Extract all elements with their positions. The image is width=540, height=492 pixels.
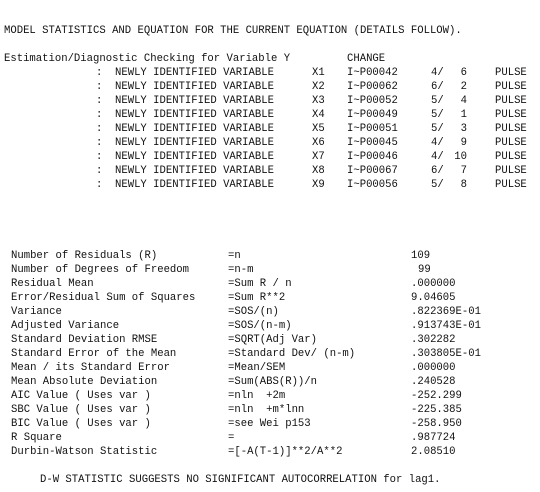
variable-code: I~P00052 bbox=[347, 95, 398, 107]
statistic-value: .302282 bbox=[411, 334, 456, 346]
row-colon: : bbox=[96, 123, 103, 135]
period-day: 9 bbox=[460, 137, 467, 149]
statistic-formula: =[-A(T-1)]**2/A**2 bbox=[228, 446, 343, 458]
statistic-label: Number of Degrees of Freedom bbox=[11, 264, 190, 276]
variable-type: PULSE bbox=[495, 179, 527, 191]
statistic-formula: =Standard Dev/ (n-m) bbox=[228, 348, 356, 360]
variable-name: X4 bbox=[312, 109, 325, 121]
period-day: 10 bbox=[454, 151, 467, 163]
statistic-formula: =see Wei p153 bbox=[228, 418, 311, 430]
statistic-label: Standard Error of the Mean bbox=[11, 348, 177, 360]
period-day: 4 bbox=[460, 95, 467, 107]
statistic-label: Mean Absolute Deviation bbox=[11, 376, 158, 388]
variable-type: PULSE bbox=[495, 95, 527, 107]
statistic-formula: =nln +2m bbox=[228, 390, 286, 402]
variable-name: X6 bbox=[312, 137, 325, 149]
statistic-value: 9.04605 bbox=[411, 292, 456, 304]
row-colon: : bbox=[96, 179, 103, 191]
statistic-value: .987724 bbox=[411, 432, 456, 444]
statistic-formula: = bbox=[228, 432, 235, 444]
row-colon: : bbox=[96, 151, 103, 163]
variable-name: X1 bbox=[312, 67, 325, 79]
statistic-label: Standard Deviation RMSE bbox=[11, 334, 158, 346]
statistic-label: AIC Value ( Uses var ) bbox=[11, 390, 151, 402]
variable-name: X5 bbox=[312, 123, 325, 135]
variable-code: I~P00062 bbox=[347, 81, 398, 93]
period-day: 7 bbox=[460, 165, 467, 177]
durbin-watson-note: D-W STATISTIC SUGGESTS NO SIGNIFICANT AUTOCORRELATION for lag1. bbox=[40, 474, 441, 486]
variable-name: X7 bbox=[312, 151, 325, 163]
period-month: 5/ bbox=[431, 109, 444, 121]
variable-type: PULSE bbox=[495, 151, 527, 163]
statistic-value: .000000 bbox=[411, 362, 456, 374]
variable-code: I~P00067 bbox=[347, 165, 398, 177]
statistic-formula: =Mean/SEM bbox=[228, 362, 286, 374]
variable-description: NEWLY IDENTIFIED VARIABLE bbox=[115, 123, 274, 135]
report-title: MODEL STATISTICS AND EQUATION FOR THE CURRENT EQUATION (DETAILS FOLLOW). bbox=[4, 25, 462, 37]
row-colon: : bbox=[96, 165, 103, 177]
variable-type: PULSE bbox=[495, 67, 527, 79]
variables-heading: Estimation/Diagnostic Checking for Variable Y bbox=[4, 53, 291, 65]
variable-type: PULSE bbox=[495, 123, 527, 135]
period-month: 4/ bbox=[431, 151, 444, 163]
statistic-formula: =Sum R**2 bbox=[228, 292, 286, 304]
row-colon: : bbox=[96, 81, 103, 93]
statistic-label: Durbin-Watson Statistic bbox=[11, 446, 158, 458]
variable-description: NEWLY IDENTIFIED VARIABLE bbox=[115, 151, 274, 163]
variable-code: I~P00045 bbox=[347, 137, 398, 149]
statistic-formula: =n-m bbox=[228, 264, 254, 276]
variable-type: PULSE bbox=[495, 109, 527, 121]
statistic-value: 109 bbox=[411, 250, 431, 262]
variable-code: I~P00046 bbox=[347, 151, 398, 163]
statistic-label: Number of Residuals (R) bbox=[11, 250, 158, 262]
statistic-value: .822369E-01 bbox=[411, 306, 481, 318]
variable-description: NEWLY IDENTIFIED VARIABLE bbox=[115, 95, 274, 107]
variable-type: PULSE bbox=[495, 165, 527, 177]
statistic-value: .303805E-01 bbox=[411, 348, 481, 360]
statistic-formula: =nln +m*lnn bbox=[228, 404, 305, 416]
variable-code: I~P00042 bbox=[347, 67, 398, 79]
variable-type: PULSE bbox=[495, 137, 527, 149]
variable-description: NEWLY IDENTIFIED VARIABLE bbox=[115, 81, 274, 93]
change-heading: CHANGE bbox=[347, 53, 386, 65]
variable-description: NEWLY IDENTIFIED VARIABLE bbox=[115, 109, 274, 121]
period-day: 6 bbox=[460, 67, 467, 79]
statistic-formula: =Sum R / n bbox=[228, 278, 292, 290]
statistic-formula: =SOS/(n) bbox=[228, 306, 279, 318]
statistic-label: Residual Mean bbox=[11, 278, 94, 290]
period-month: 6/ bbox=[431, 165, 444, 177]
variable-description: NEWLY IDENTIFIED VARIABLE bbox=[115, 165, 274, 177]
row-colon: : bbox=[96, 67, 103, 79]
row-colon: : bbox=[96, 109, 103, 121]
variable-name: X2 bbox=[312, 81, 325, 93]
variable-name: X8 bbox=[312, 165, 325, 177]
period-month: 6/ bbox=[431, 81, 444, 93]
variable-description: NEWLY IDENTIFIED VARIABLE bbox=[115, 179, 274, 191]
variable-description: NEWLY IDENTIFIED VARIABLE bbox=[115, 67, 274, 79]
row-colon: : bbox=[96, 137, 103, 149]
statistic-label: Variance bbox=[11, 306, 62, 318]
period-day: 1 bbox=[460, 109, 467, 121]
variable-name: X9 bbox=[312, 179, 325, 191]
variable-name: X3 bbox=[312, 95, 325, 107]
statistic-formula: =SQRT(Adj Var) bbox=[228, 334, 318, 346]
statistic-label: Mean / its Standard Error bbox=[11, 362, 170, 374]
row-colon: : bbox=[96, 95, 103, 107]
statistic-value: -252.299 bbox=[411, 390, 462, 402]
statistic-label: R Square bbox=[11, 432, 62, 444]
variable-code: I~P00056 bbox=[347, 179, 398, 191]
period-month: 4/ bbox=[431, 67, 444, 79]
statistic-formula: =Sum(ABS(R))/n bbox=[228, 376, 318, 388]
statistic-formula: =SOS/(n-m) bbox=[228, 320, 292, 332]
period-month: 5/ bbox=[431, 123, 444, 135]
period-day: 8 bbox=[460, 179, 467, 191]
statistic-label: Error/Residual Sum of Squares bbox=[11, 292, 196, 304]
statistic-formula: =n bbox=[228, 250, 241, 262]
statistic-value: 99 bbox=[418, 264, 431, 276]
statistic-value: .240528 bbox=[411, 376, 456, 388]
variable-description: NEWLY IDENTIFIED VARIABLE bbox=[115, 137, 274, 149]
period-day: 2 bbox=[460, 81, 467, 93]
statistic-value: 2.08510 bbox=[411, 446, 456, 458]
variable-code: I~P00049 bbox=[347, 109, 398, 121]
statistic-label: Adjusted Variance bbox=[11, 320, 120, 332]
period-day: 3 bbox=[460, 123, 467, 135]
period-month: 4/ bbox=[431, 137, 444, 149]
period-month: 5/ bbox=[431, 95, 444, 107]
statistic-value: .913743E-01 bbox=[411, 320, 481, 332]
statistic-label: SBC Value ( Uses var ) bbox=[11, 404, 151, 416]
variable-code: I~P00051 bbox=[347, 123, 398, 135]
variable-type: PULSE bbox=[495, 81, 527, 93]
statistic-value: -225.385 bbox=[411, 404, 462, 416]
statistic-label: BIC Value ( Uses var ) bbox=[11, 418, 151, 430]
statistic-value: .000000 bbox=[411, 278, 456, 290]
statistic-value: -258.950 bbox=[411, 418, 462, 430]
period-month: 5/ bbox=[431, 179, 444, 191]
